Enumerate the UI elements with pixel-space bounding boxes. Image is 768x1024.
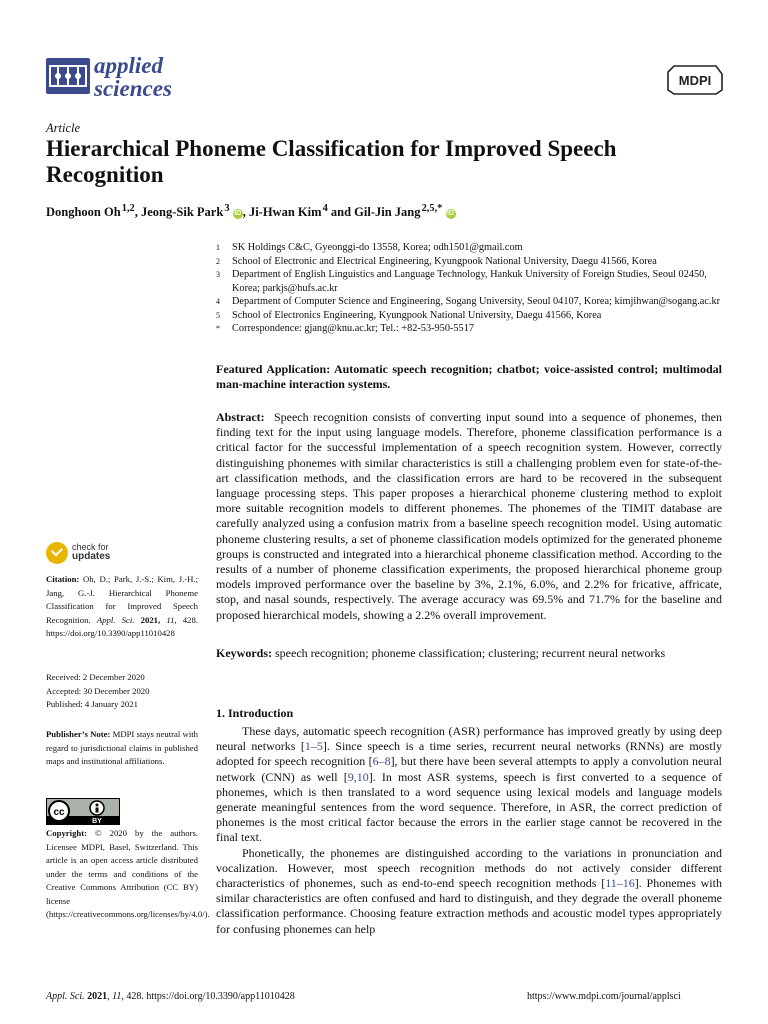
cc-by-license-badge[interactable] xyxy=(46,798,120,825)
paragraph-text: These days, automatic speech recognition (ASR) performance has improved greatly by using deep neural networks [ xyxy=(216,724,722,754)
affiliation-item xyxy=(216,295,726,309)
author-name[interactable]: Donghoon Oh xyxy=(46,205,121,220)
citation-link[interactable]: 1–5 xyxy=(304,739,323,754)
journal-name-line2: sciences xyxy=(94,76,172,101)
citation-year: 2021, xyxy=(134,614,161,625)
section-heading: 1. Introduction xyxy=(216,706,294,720)
journal-name xyxy=(94,54,172,100)
affiliation-number: * xyxy=(216,324,220,333)
abstract-text: Speech recognition consists of converting input sound into a sequence of phonemes, then finding text for the input using language models. Therefore, phoneme classification performance is a critical factor for the successful implementation of a speech recognition system. However, correctly distinguishing phonemes with similar characteristics is still a challenging problem even for state-of-the-art classification methods, and the classification errors are hard to be recovered in the subsequent language processing steps. This paper proposes a hierarchical phoneme clustering method to exploit more suitable recognition models to different phonemes. The phonemes of the TIMIT database are carefully analyzed using a confusion matrix from a baseline speech recognition model. Using automatic phoneme clustering results, a set of phoneme classification models optimized for the generated phoneme groups is constructed and integrated into a hierarchical phoneme classification method. According to the results of a number of phoneme classification experiments, the proposed hierarchical phoneme group models improved performance over the baseline by 3%, 2.1%, 6.0%, and 2.2% for fricative, affricate, stop, and nasal sounds, respectively. The average accuracy was 69.5% and 71.7% for the baseline and proposed hierarchical models, showing a 2.2% overall improvement. xyxy=(216,410,723,622)
copyright-text: © 2020 by the authors. Licensee MDPI, Basel, Switzerland. This article is an open access article distributed under the terms and conditions of the Creative Commons Attribution (CC BY) license (https://creativecommons.org/licenses/by/4.0/). xyxy=(46,828,210,919)
paragraph-text: ]. In most ASR systems, speech is first converted to a sequence of phonemes, which is then translated to a word sequence using lexical models and language models generate meaningful sentences from the word sequence. Therefore, in ASR, the correct prediction of phonemes is the most critical factor because the errors in the earlier stage cannot be recovered in the final text. xyxy=(216,769,722,845)
paragraph xyxy=(216,724,722,846)
author-affiliation-sup: 3 xyxy=(224,203,230,214)
footer-journal: Appl. Sci. xyxy=(46,991,85,1002)
paragraph xyxy=(216,846,722,937)
affiliation-text: Department of Computer Science and Engineering, Sogang University, Seoul 04107, Korea; kimjihwan@sogang.ac.kr xyxy=(232,296,721,307)
affiliations xyxy=(216,241,726,336)
affiliation-number: 1 xyxy=(216,243,220,252)
citation-journal: Appl. Sci. xyxy=(96,614,135,625)
author-affiliation-sup: 1,2 xyxy=(121,203,135,214)
journal-name-line1: applied xyxy=(94,53,163,78)
publication-dates xyxy=(46,671,198,712)
citation-link[interactable]: 6–8 xyxy=(372,754,391,769)
footer-volume: 11 xyxy=(112,991,122,1002)
author-name[interactable]: Gil-Jin Jang xyxy=(354,205,421,220)
affiliation-item xyxy=(216,322,726,336)
affiliation-number: 5 xyxy=(216,310,220,320)
article-title: Hierarchical Phoneme Classification for Improved Speech Recognition xyxy=(46,136,617,187)
copyright-notice xyxy=(46,827,210,922)
citation-volume: 11, xyxy=(160,614,177,625)
abstract xyxy=(216,410,722,623)
affiliation-number: 4 xyxy=(216,297,220,306)
received-date: Received: 2 December 2020 xyxy=(46,672,145,682)
publisher-note-text: MDPI stays neutral with regard to jurisdictional claims in published maps and institutional affiliations. xyxy=(46,729,198,766)
footer-journal-url[interactable]: https://www.mdpi.com/journal/applsci xyxy=(527,991,681,1002)
footer-citation: Appl. Sci. 2021, 11, 428. https://doi.org/10.3390/app11010428 xyxy=(46,991,295,1002)
citation-text: Oh, D.; Park, J.-S.; Kim, J.-H.; Jang, G.-J. Hierarchical Phoneme Classification for Improved Speech Recognition. xyxy=(46,574,198,625)
check-label-line2: updates xyxy=(72,551,111,562)
check-label-line1: check for xyxy=(72,542,109,552)
paragraph-text: ]. Since speech is a time series, recurrent neural networks (RNNs) are mostly adopted for speech recognition [ xyxy=(216,739,722,769)
cc-by-label: BY xyxy=(92,818,102,824)
affiliation-number: 3 xyxy=(216,270,220,279)
affiliation-item xyxy=(216,268,726,295)
author-separator: , xyxy=(242,205,249,220)
mdpi-logo xyxy=(666,64,724,96)
citation-label: Citation: xyxy=(46,574,80,584)
svg-text:cc: cc xyxy=(53,807,65,818)
check-icon xyxy=(46,542,68,564)
keywords-text: speech recognition; phoneme classification; clustering; recurrent neural networks xyxy=(275,646,666,660)
article-type: Article xyxy=(46,121,81,135)
affiliation-item xyxy=(216,255,726,269)
author-affiliation-sup: 2,5,* xyxy=(421,203,443,214)
abstract-label: Abstract: xyxy=(216,410,265,424)
affiliation-text: School of Electronics Engineering, Kyungpook National University, Daegu 41566, Korea xyxy=(232,309,602,321)
affiliation-text: School of Electronic and Electrical Engineering, Kyungpook National University, Daegu 41566, Korea xyxy=(232,255,657,267)
keywords-label: Keywords: xyxy=(216,646,272,660)
copyright-label: Copyright: xyxy=(46,828,88,838)
introduction-body xyxy=(216,724,722,937)
footer-year: 2021 xyxy=(87,991,108,1002)
featured-application: Featured Application: Automatic speech recognition; chatbot; voice-assisted control; multimodal man-machine interaction systems. xyxy=(216,362,722,392)
journal-logo xyxy=(46,58,90,94)
publisher-note xyxy=(46,728,198,769)
affiliation-text: SK Holdings C&C, Gyeonggi-do 13558, Korea; odh1501@gmail.com xyxy=(232,242,523,253)
paragraph-text: ], but there have been several attempts to apply a convolution neural network (CNN) as well [ xyxy=(216,754,722,784)
check-for-updates-badge[interactable] xyxy=(46,542,166,566)
paragraph-text: Phonetically, the phonemes are distinguished according to the variations in pronunciation and vocalization. However, most speech recognition methods do not actively consider different characteristics of phonemes, such as end-to-end speech recognition methods [ xyxy=(216,845,722,891)
author-separator: and xyxy=(327,205,355,220)
citation-link[interactable]: 11–16 xyxy=(605,876,635,891)
published-date: Published: 4 January 2021 xyxy=(46,699,138,709)
keywords xyxy=(216,646,722,661)
citation-box xyxy=(46,573,198,641)
author-name[interactable]: Jeong-Sik Park xyxy=(141,205,224,220)
footer-doi[interactable]: , 428. https://doi.org/10.3390/app11010428 xyxy=(121,991,295,1002)
orcid-icon[interactable]: iD xyxy=(447,210,454,218)
author-list xyxy=(46,203,706,220)
accepted-date: Accepted: 30 December 2020 xyxy=(46,685,150,696)
author-affiliation-sup: 4 xyxy=(322,203,328,214)
affiliation-text: Correspondence: gjang@knu.ac.kr; Tel.: +82-53-950-5517 xyxy=(232,323,474,334)
affiliation-item xyxy=(216,241,726,255)
affiliation-item xyxy=(216,309,726,323)
author-separator: , xyxy=(134,205,141,220)
orcid-icon[interactable]: iD xyxy=(234,210,242,218)
affiliation-text: Department of English Linguistics and Language Technology, Hankuk University of Foreign Studies, Seoul 02450, Korea; parkjs@hufs.ac.kr xyxy=(232,269,707,294)
affiliation-number: 2 xyxy=(216,256,220,266)
mdpi-logo-text: MDPI xyxy=(678,73,712,88)
citation-link[interactable]: 9,10 xyxy=(347,769,369,784)
author-name[interactable]: Ji-Hwan Kim xyxy=(248,205,322,220)
paragraph-text: ]. Phonemes with similar characteristics are often confused and hard to distinguish, and they degrade the overall phoneme classification performance. Choosing feature extraction methods and acoustic model types appropriately for confusing phonemes can help xyxy=(216,876,722,936)
publisher-note-label: Publisher’s Note: xyxy=(46,729,111,739)
citation-doi[interactable]: 428. https://doi.org/10.3390/app11010428 xyxy=(46,614,198,638)
